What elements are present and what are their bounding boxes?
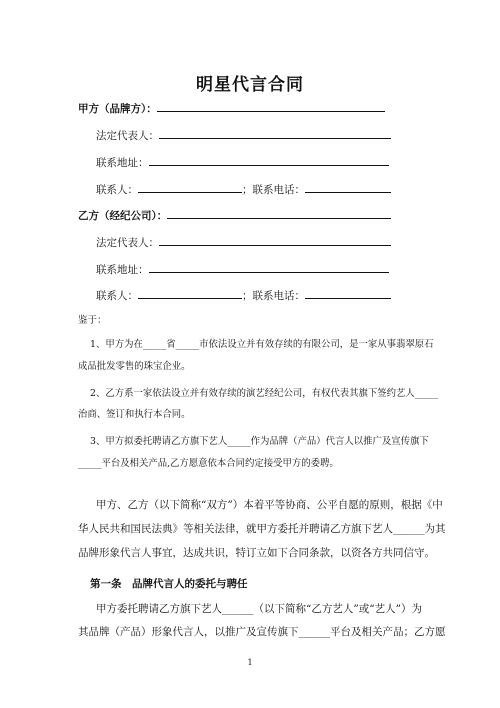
party-b-legal-rep-blank <box>159 235 391 246</box>
clause-1 <box>90 334 433 356</box>
party-b-contact-label: 联系人： <box>96 290 138 302</box>
party-b-legal-rep-label: 法定代表人： <box>96 237 159 249</box>
party-b-contact-blank <box>138 288 242 299</box>
intro-line-1: 甲方、乙方（以下简称“双方”）本着平等协商、公平自愿的原则，根据《中 <box>96 499 443 511</box>
party-b-phone-blank <box>305 288 391 299</box>
party-a-legal-rep-blank <box>159 128 391 139</box>
clause-1-line-1: 1、甲方为在_____省_____市依法设立并有效存续的有限公司，是一家从事翡翠原石 <box>90 339 434 350</box>
party-a-label: 甲方（品牌方）： <box>78 103 157 115</box>
party-b-label: 乙方（经纪公司）： <box>78 210 168 222</box>
page-number: 1 <box>247 658 253 667</box>
document-title: 明星代言合同 <box>196 75 304 95</box>
party-b-row <box>78 208 391 223</box>
article-1-line-2: 其品牌（产品）形象代言人，以推广及宣传旗下______平台及相关产品；乙方愿 <box>78 626 446 638</box>
party-a-address-label: 联系地址： <box>96 157 149 169</box>
intro-line-3: 品牌形象代言人事宜，达成共识，特订立如下合同条款，以资各方共同信守。 <box>78 547 435 559</box>
party-a-row <box>78 101 385 116</box>
party-b-contact-row <box>96 288 391 303</box>
clause-2-cont <box>78 404 191 426</box>
article-1-title: 第一条 品牌代言人的委托与聘任 <box>90 578 248 590</box>
party-a-phone-label: ；联系电话： <box>242 184 305 196</box>
party-a-contact-label: 联系人： <box>96 184 138 196</box>
party-b-address-row <box>96 262 389 277</box>
whereas-label: 鉴于： <box>78 315 107 326</box>
party-a-address-row <box>96 155 389 170</box>
intro-line-2: 华人民共和国民法典》等相关法律，就甲方委托并聘请乙方旗下艺人______为其 <box>78 523 446 535</box>
party-a-legal-rep-row <box>96 128 391 143</box>
party-b-blank <box>167 208 391 219</box>
clause-2-line-2: 治商、签订和执行本合同。 <box>78 409 191 420</box>
party-a-blank <box>157 101 385 112</box>
clause-3-cont <box>78 453 339 475</box>
party-b-phone-label: ；联系电话： <box>242 290 305 302</box>
party-a-legal-rep-label: 法定代表人： <box>96 130 159 142</box>
party-a-phone-blank <box>305 182 391 193</box>
clause-3 <box>90 431 429 453</box>
article-1-line-1: 甲方委托聘请乙方旗下艺人______（以下简称“乙方艺人”或“艺人”）为 <box>96 603 422 615</box>
party-b-legal-rep-row <box>96 235 391 250</box>
party-b-address-label: 联系地址： <box>96 264 149 276</box>
clause-2 <box>90 383 438 405</box>
party-a-address-blank <box>149 155 389 166</box>
party-b-address-blank <box>149 262 389 273</box>
party-a-contact-blank <box>138 182 242 193</box>
clause-1-cont <box>78 356 191 378</box>
party-a-contact-row <box>96 182 391 197</box>
clause-1-line-2: 成品批发零售的珠宝企业。 <box>78 361 191 372</box>
clause-2-line-1: 2、乙方系一家依法设立并有效存续的演艺经纪公司，有权代表其旗下签约艺人_____ <box>90 388 439 399</box>
clause-3-line-1: 3、甲方拟委托聘请乙方旗下艺人_____作为品牌（产品）代言人以推广及宣传旗下 <box>90 436 429 447</box>
clause-3-line-2: _____平台及相关产品,乙方愿意依本合同约定接受甲方的委聘。 <box>78 458 339 469</box>
